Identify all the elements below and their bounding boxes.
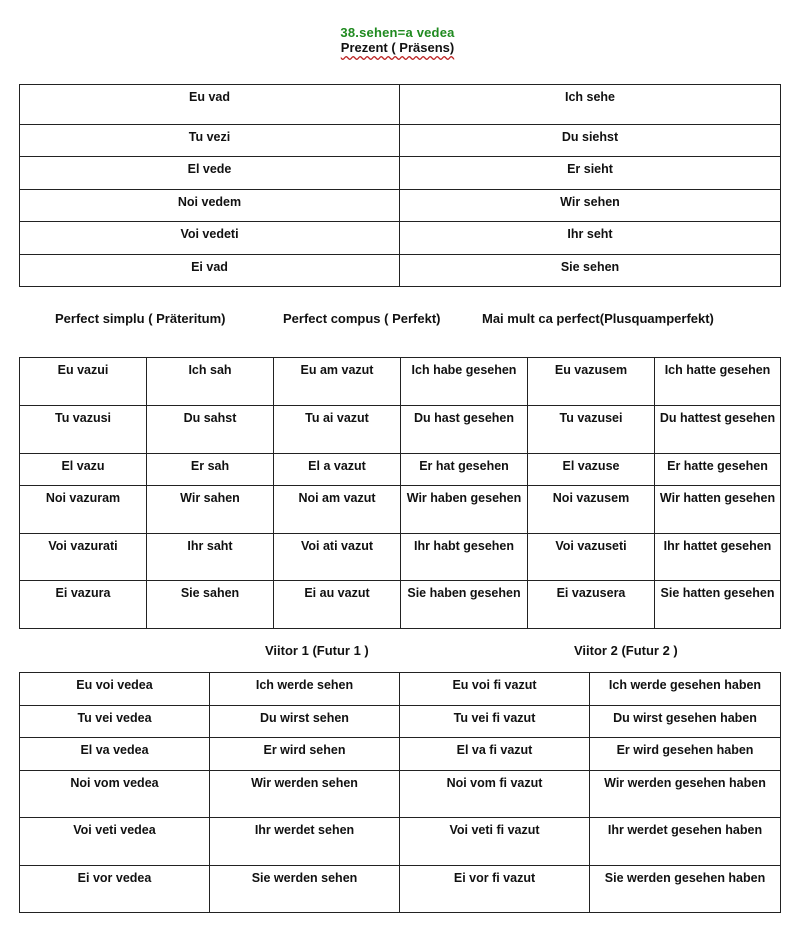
past-cell: Wir sahen	[147, 486, 274, 534]
past-cell: Er sah	[147, 454, 274, 486]
past-cell: Ich hatte gesehen	[655, 358, 781, 406]
past-cell: El vazuse	[528, 454, 655, 486]
past-cell: Eu vazui	[20, 358, 147, 406]
past-cell: Ei vazura	[20, 581, 147, 629]
future-cell: Sie werden sehen	[210, 866, 400, 913]
present-de-3: Er sieht	[400, 157, 781, 190]
future-cell: Ei vor vedea	[20, 866, 210, 913]
present-de-2: Du siehst	[400, 125, 781, 157]
perfect-heading: Perfect compus ( Perfekt)	[283, 311, 441, 326]
present-de-6: Sie sehen	[400, 255, 781, 287]
past-cell: Du sahst	[147, 406, 274, 454]
past-cell: Ei au vazut	[274, 581, 401, 629]
past-tenses-table	[19, 357, 781, 629]
past-cell: Er hatte gesehen	[655, 454, 781, 486]
page-title: 38.sehen=a vedea	[340, 25, 455, 40]
future1-heading: Viitor 1 (Futur 1 )	[265, 643, 369, 658]
past-cell: Eu am vazut	[274, 358, 401, 406]
present-de-1: Ich sehe	[400, 85, 781, 125]
past-cell: Tu vazusi	[20, 406, 147, 454]
future-tenses-table	[19, 672, 781, 913]
present-ro-4: Noi vedem	[20, 190, 400, 222]
future-cell: Du wirst gesehen haben	[590, 706, 781, 738]
past-cell: Voi vazuseti	[528, 534, 655, 581]
future-cell: Eu voi vedea	[20, 673, 210, 706]
future-cell: Voi veti fi vazut	[400, 818, 590, 866]
past-cell: Voi ati vazut	[274, 534, 401, 581]
past-cell: El vazu	[20, 454, 147, 486]
past-cell: Ihr saht	[147, 534, 274, 581]
future-cell: Tu vei vedea	[20, 706, 210, 738]
future-cell: Noi vom vedea	[20, 771, 210, 818]
past-cell: Sie sahen	[147, 581, 274, 629]
past-cell: Ich sah	[147, 358, 274, 406]
past-cell: Noi vazuram	[20, 486, 147, 534]
future2-heading: Viitor 2 (Futur 2 )	[574, 643, 678, 658]
past-cell: Ei vazusera	[528, 581, 655, 629]
present-ro-3: El vede	[20, 157, 400, 190]
past-cell: Wir haben gesehen	[401, 486, 528, 534]
past-cell: Noi am vazut	[274, 486, 401, 534]
past-cell: Ich habe gesehen	[401, 358, 528, 406]
past-cell: Ihr habt gesehen	[401, 534, 528, 581]
future-cell: Voi veti vedea	[20, 818, 210, 866]
preterite-heading: Perfect simplu ( Präteritum)	[55, 311, 226, 326]
present-de-4: Wir sehen	[400, 190, 781, 222]
future-cell: Er wird sehen	[210, 738, 400, 771]
future-cell: Sie werden gesehen haben	[590, 866, 781, 913]
future-cell: Ich werde gesehen haben	[590, 673, 781, 706]
present-heading-text: Prezent ( Präsens)	[340, 40, 455, 55]
past-cell: Sie haben gesehen	[401, 581, 528, 629]
past-cell: Voi vazurati	[20, 534, 147, 581]
past-cell: Ihr hattet gesehen	[655, 534, 781, 581]
present-de-5: Ihr seht	[400, 222, 781, 255]
past-cell: Noi vazusem	[528, 486, 655, 534]
present-heading	[0, 40, 795, 55]
past-cell: Wir hatten gesehen	[655, 486, 781, 534]
past-cell: Sie hatten gesehen	[655, 581, 781, 629]
future-cell: Du wirst sehen	[210, 706, 400, 738]
past-cell: Er hat gesehen	[401, 454, 528, 486]
present-table	[19, 84, 781, 287]
future-cell: Tu vei fi vazut	[400, 706, 590, 738]
future-cell: Er wird gesehen haben	[590, 738, 781, 771]
future-cell: El va vedea	[20, 738, 210, 771]
future-cell: Wir werden sehen	[210, 771, 400, 818]
past-cell: Tu ai vazut	[274, 406, 401, 454]
future-cell: Ich werde sehen	[210, 673, 400, 706]
future-cell: Ihr werdet gesehen haben	[590, 818, 781, 866]
pluperfect-heading: Mai mult ca perfect(Plusquamperfekt)	[482, 311, 714, 326]
past-cell: Eu vazusem	[528, 358, 655, 406]
future-cell: Noi vom fi vazut	[400, 771, 590, 818]
future-cell: El va fi vazut	[400, 738, 590, 771]
present-ro-6: Ei vad	[20, 255, 400, 287]
future-cell: Wir werden gesehen haben	[590, 771, 781, 818]
present-ro-2: Tu vezi	[20, 125, 400, 157]
past-cell: Du hattest gesehen	[655, 406, 781, 454]
future-cell: Ei vor fi vazut	[400, 866, 590, 913]
past-cell: Tu vazusei	[528, 406, 655, 454]
future-cell: Ihr werdet sehen	[210, 818, 400, 866]
present-ro-1: Eu vad	[20, 85, 400, 125]
past-cell: Du hast gesehen	[401, 406, 528, 454]
past-cell: El a vazut	[274, 454, 401, 486]
future-cell: Eu voi fi vazut	[400, 673, 590, 706]
present-ro-5: Voi vedeti	[20, 222, 400, 255]
